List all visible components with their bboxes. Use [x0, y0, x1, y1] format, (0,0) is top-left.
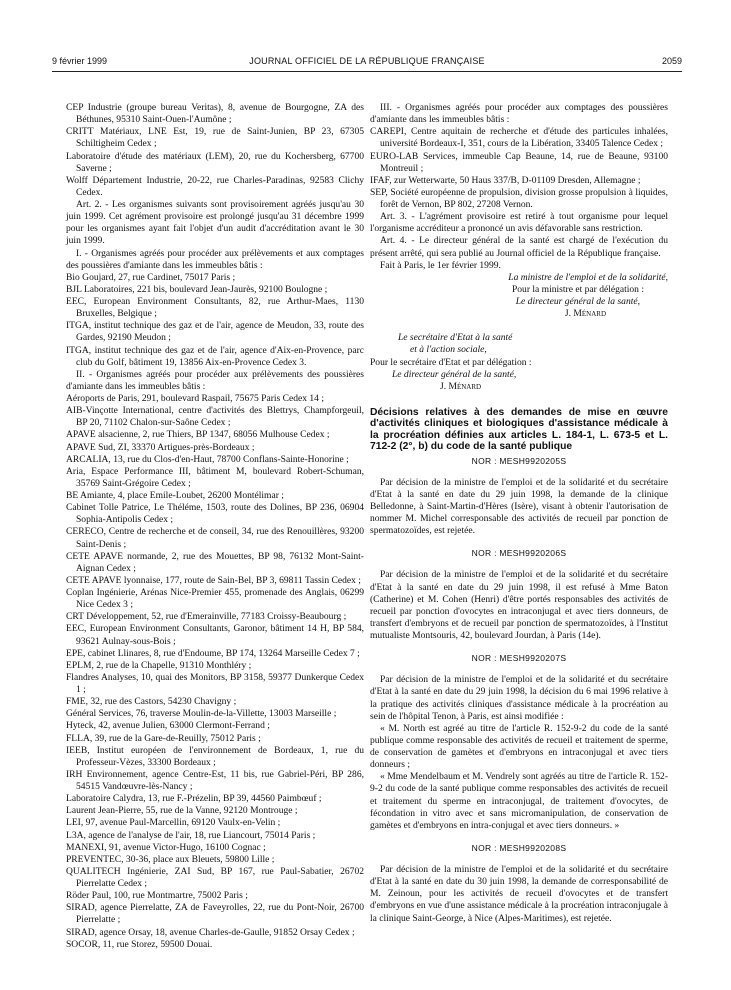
nor-reference: NOR : MESH9920208S	[471, 842, 567, 853]
left-column	[66, 102, 364, 988]
list-item: CRT Développement, 52, rue d'Emerainville, 77183 Croissy-Beaubourg ;	[66, 611, 347, 623]
header-rule	[52, 71, 682, 72]
section-heading: II. - Organismes agréés pour procéder aux prélèvements des poussières d'amiante dans les immeubles bâtis :	[66, 368, 364, 392]
list-item: IRH Environnement, agence Centre-Est, 11 bis, rue Gabriel-Péri, BP 286, 54515 Vandœuvre-lès-Nancy ;	[66, 768, 364, 792]
signature-date: Fait à Paris, le 1er février 1999.	[380, 259, 501, 271]
list-item: Général Services, 76, traverse Moulin-de-la-Villette, 13003 Marseille ;	[66, 708, 337, 720]
list-item: BJL Laboratoires, 221 bis, boulevard Jean-Jaurès, 92100 Boulogne ;	[66, 283, 328, 295]
list-item: CAREPI, Centre aquitain de recherche et d'étude des particules inhalées, université Bordeaux-I, 351, cours de la Libération, 33405 Talence Cedex ;	[370, 126, 668, 150]
list-item: CEP Industrie (groupe bureau Veritas), 8, avenue de Bourgogne, ZA des Béthunes, 95310 Saint-Ouen-l'Aumône ;	[66, 102, 364, 126]
signature-name: J. Ménard	[564, 308, 606, 320]
signature-title: Le directeur général de la santé,	[392, 368, 517, 380]
list-item: APAVE Sud, ZI, 33370 Artigues-près-Bordeaux ;	[66, 441, 255, 453]
decision-text: Par décision de la ministre de l'emploi et de la solidarité et du secrétaire d'Etat à la santé en date du 29 juin 1998, la décision du 6 mai 1996 relative à la pratique des activités cliniques d'assistance médicale à la procréation au sein de l'hôpital Tenon, à Paris, est ainsi modifiée :	[370, 674, 668, 722]
decision-text: Par décision de la ministre de l'emploi et de la solidarité et du secrétaire d'Etat à la santé en date du 30 juin 1998, la demande de corresponsabilité de M. Zeinoun, pour les activités de recueil d'ovocytes et de transfert d'embryons en vue d'une assistance médicale à la procréation intraconjugale à la clinique Saint-George, à Nice (Alpes-Maritimes), est rejetée.	[370, 864, 668, 924]
list-item: Hyteck, 42, avenue Julien, 63000 Clermont-Ferrand ;	[66, 720, 270, 732]
list-item: FME, 32, rue des Castors, 54230 Chavigny ;	[66, 696, 237, 708]
header-page-number: 2059	[661, 56, 682, 66]
list-item: ARCALIA, 13, rue du Clos-d'en-Haut, 78700 Conflans-Sainte-Honorine ;	[66, 453, 349, 465]
list-item: SIRAD, agence Pierrelatte, ZA de Faveyrolles, 22, rue du Pont-Noir, 26700 Pierrelatte ;	[66, 902, 364, 926]
right-column	[370, 102, 668, 988]
decision-text: Par décision de la ministre de l'emploi et de la solidarité et du secrétaire d'Etat à la santé en date du 29 juin 1998, il est refusé à Mme Baton (Catherine) et M. Cohen (Henri) d'être portés responsables des activités de recueil par ponction d'ovocytes en intraconjugal et avec tiers donneurs, de transfert d'embryons et de recueil par ponction de spermatozoïdes, à l'Institut mutualiste Montsouris, 42, boulevard Jourdan, à Paris (14e).	[370, 569, 668, 641]
list-item: MANEXI, 91, avenue Victor-Hugo, 16100 Cognac ;	[66, 841, 266, 853]
list-item: Aria, Espace Performance III, bâtiment M, boulevard Robert-Schuman, 35769 Saint-Grégoire Cedex ;	[66, 465, 364, 489]
list-item: Wolff Département Industrie, 20-22, rue Charles-Paradinas, 92583 Clichy Cedex.	[66, 174, 364, 198]
nor-reference: NOR : MESH9920205S	[471, 455, 567, 466]
list-item: IEEB, Institut européen de l'environnement de Bordeaux, 1, rue du Professeur-Vèzes, 33300 Bordeaux ;	[66, 744, 364, 768]
article-3: Art. 3. - L'agrément provisoire est retiré à tout organisme pour lequel l'organisme accréditeur a prononcé un avis défavorable sans restriction.	[370, 211, 668, 235]
list-item: APAVE alsacienne, 2, rue Thiers, BP 1347, 68056 Mulhouse Cedex ;	[66, 429, 330, 441]
list-item: PREVENTEC, 30-36, place aux Bleuets, 59800 Lille ;	[66, 853, 275, 865]
header-date: 9 février 1999	[52, 56, 108, 66]
list-item: L3A, agence de l'analyse de l'air, 18, rue Liancourt, 75014 Paris ;	[66, 829, 316, 841]
decision-text: Par décision de la ministre de l'emploi et de la solidarité et du secrétaire d'Etat à la santé en date du 29 juin 1998, la demande de la clinique Belledonne, à Saint-Martin-d'Hères (Isère), visant à obtenir l'autorisation de nommer M. Michel corresponsable des activités de recueil par ponction de spermatozoïdes, est rejetée.	[370, 476, 668, 537]
signature-title: et à l'action sociale,	[410, 344, 487, 356]
list-item: CETE APAVE normande, 2, rue des Mouettes, BP 98, 76132 Mont-Saint-Aignan Cedex ;	[66, 550, 364, 574]
list-item: Coplan Ingénierie, Arénas Nice-Premier 455, promenade des Anglais, 06299 Nice Cedex 3 ;	[66, 587, 364, 611]
list-item: CETE APAVE lyonnaise, 177, route de Sain-Bel, BP 3, 69811 Tassin Cedex ;	[66, 574, 361, 586]
list-item: Cabinet Tolle Patrice, Le Théléme, 1503, route des Dolines, BP 236, 06904 Sophia-Antipolis Cedex ;	[66, 502, 364, 526]
list-item: EPLM, 2, rue de la Chapelle, 91310 Monthléry ;	[66, 659, 252, 671]
list-item: Röder Paul, 100, rue Montmartre, 75002 Paris ;	[66, 890, 248, 902]
list-item: Laurent Jean-Pierre, 55, rue de la Vanne, 92120 Montrouge ;	[66, 805, 298, 817]
list-item: ITGA, institut technique des gaz et de l'air, agence de Meudon, 33, route des Gardes, 92190 Meudon ;	[66, 320, 364, 344]
section-title: Décisions relatives à des demandes de mise en œuvre d'activités cliniques et biologiques d'assistance médicale à la procréation définies aux articles L. 184-1, L. 673-5 et L. 712-2 (2°, b) du code de la santé publique	[370, 406, 668, 453]
list-item: EPE, cabinet Llinares, 8, rue d'Endoume, BP 174, 13264 Marseille Cedex 7 ;	[66, 647, 360, 659]
spacer	[370, 320, 668, 332]
signature-name: J. Ménard	[440, 380, 482, 392]
list-item: FLLA, 39, rue de la Gare-de-Reuilly, 75012 Paris ;	[66, 732, 261, 744]
list-item: CRITT Matériaux, LNE Est, 19, rue de Saint-Junien, BP 23, 67305 Schiltigheim Cedex ;	[66, 126, 364, 150]
signature-title: La ministre de l'emploi et de la solidarité,	[508, 271, 668, 283]
list-item: SIRAD, agence Orsay, 18, avenue Charles-de-Gaulle, 91852 Orsay Cedex ;	[66, 926, 355, 938]
list-item: EEC, European Environment Consultants, 82, rue Arthur-Maes, 1130 Bruxelles, Belgique ;	[66, 296, 364, 320]
list-item: IFAF, zur Wetterwarte, 50 Haus 337/B, D-01109 Dresden, Allemagne ;	[370, 174, 641, 186]
signature-title: Le directeur général de la santé,	[515, 296, 640, 307]
section-heading: I. - Organismes agréés pour procéder aux prélèvements et aux comptages des poussières d'amiante dans les immeubles bâtis :	[66, 247, 364, 271]
list-item: Aéroports de Paris, 291, boulevard Raspail, 75675 Paris Cedex 14 ;	[66, 393, 324, 404]
page-header	[52, 56, 682, 70]
list-item: AIB-Vinçotte International, centre d'activités des Blettrys, Champforgeuil, BP 20, 71102 Chalon-sur-Saône Cedex ;	[66, 405, 364, 429]
signature-delegation: Pour la ministre et par délégation :	[511, 283, 644, 295]
nor-reference: NOR : MESH9920206S	[471, 548, 567, 559]
list-item: QUALITECH Ingénierie, ZAI Sud, BP 167, rue Paul-Sabatier, 26702 Pierrelatte Cedex ;	[66, 865, 364, 889]
list-item: BE Amiante, 4, place Emile-Loubet, 26200 Montélimar ;	[66, 490, 284, 501]
list-item: Laboratoire Calydra, 13, rue F.-Prézelin, BP 39, 44560 Paimbœuf ;	[66, 793, 322, 805]
list-item: SOCOR, 11, rue Storez, 59500 Douai.	[66, 938, 213, 950]
list-item: LEI, 97, avenue Paul-Marcellin, 69120 Vaulx-en-Velin ;	[66, 817, 281, 829]
signature-title: Le secrétaire d'Etat à la santé	[398, 332, 513, 344]
list-item: CERECO, Centre de recherche et de conseil, 34, rue des Renouillères, 93200 Saint-Denis ;	[66, 526, 364, 550]
list-item: Bio Goujard, 27, rue Cardinet, 75017 Paris ;	[66, 271, 236, 283]
article-4: Art. 4. - Le directeur général de la santé est chargé de l'exécution du présent arrêté, qui sera publié au Journal officiel de la République française.	[370, 235, 668, 259]
nor-reference: NOR : MESH9920207S	[471, 653, 567, 664]
decision-quote: « M. North est agréé au titre de l'article R. 152-9-2 du code de la santé publique comme responsable des activités de recueil et traitement de sperme, de conservation de gamètes et d'embryons en intraconjugal et avec tiers donneurs ;	[370, 722, 668, 771]
list-item: Flandres Analyses, 10, quai des Monitors, BP 3158, 59377 Dunkerque Cedex 1 ;	[66, 671, 364, 695]
list-item: SEP, Société européenne de propulsion, division grosse propulsion à liquides, forêt de Vernon, BP 802, 27208 Vernon.	[370, 186, 668, 210]
decision-quote: « Mme Mendelbaum et M. Vendrely sont agréés au titre de l'article R. 152-9-2 du code de la santé publique comme responsables des activités de recueil et traitement du sperme en intraconjugal, de traitement d'ovocytes, de fécondation in vitro avec et sans micromanipulation, de conservation de gamètes et d'embryons en intra-conjugal et avec tiers donneurs. »	[370, 771, 668, 831]
header-journal-title: JOURNAL OFFICIEL DE LA RÉPUBLIQUE FRANÇAISE	[249, 56, 485, 66]
signature-delegation: Pour le secrétaire d'Etat et par délégation :	[370, 356, 532, 368]
section-heading: III. - Organismes agréés pour procéder aux comptages des poussières d'amiante dans les immeubles bâtis :	[370, 102, 668, 126]
list-item: EURO-LAB Services, immeuble Cap Beaune, 14, rue de Beaune, 93100 Montreuil ;	[370, 150, 668, 174]
list-item: Laboratoire d'étude des matériaux (LEM), 20, rue du Kochersberg, 67700 Saverne ;	[66, 150, 364, 174]
list-item: EEC, European Environment Consultants, Garonor, bâtiment 14 H, BP 584, 93621 Aulnay-sous-Bois ;	[66, 623, 364, 647]
list-item: ITGA, institut technique des gaz et de l'air, agence d'Aix-en-Provence, parc club du Golf, bâtiment 19, 13856 Aix-en-Provence Cedex 3.	[66, 344, 364, 368]
article-2: Art. 2. - Les organismes suivants sont provisoirement agréés jusqu'au 30 juin 1999. Cet agrément provisoire est prolongé jusqu'au 31 décembre 1999 pour les organismes ayant fait l'objet d'un audit d'accréditation avant le 30 juin 1999.	[66, 199, 364, 247]
